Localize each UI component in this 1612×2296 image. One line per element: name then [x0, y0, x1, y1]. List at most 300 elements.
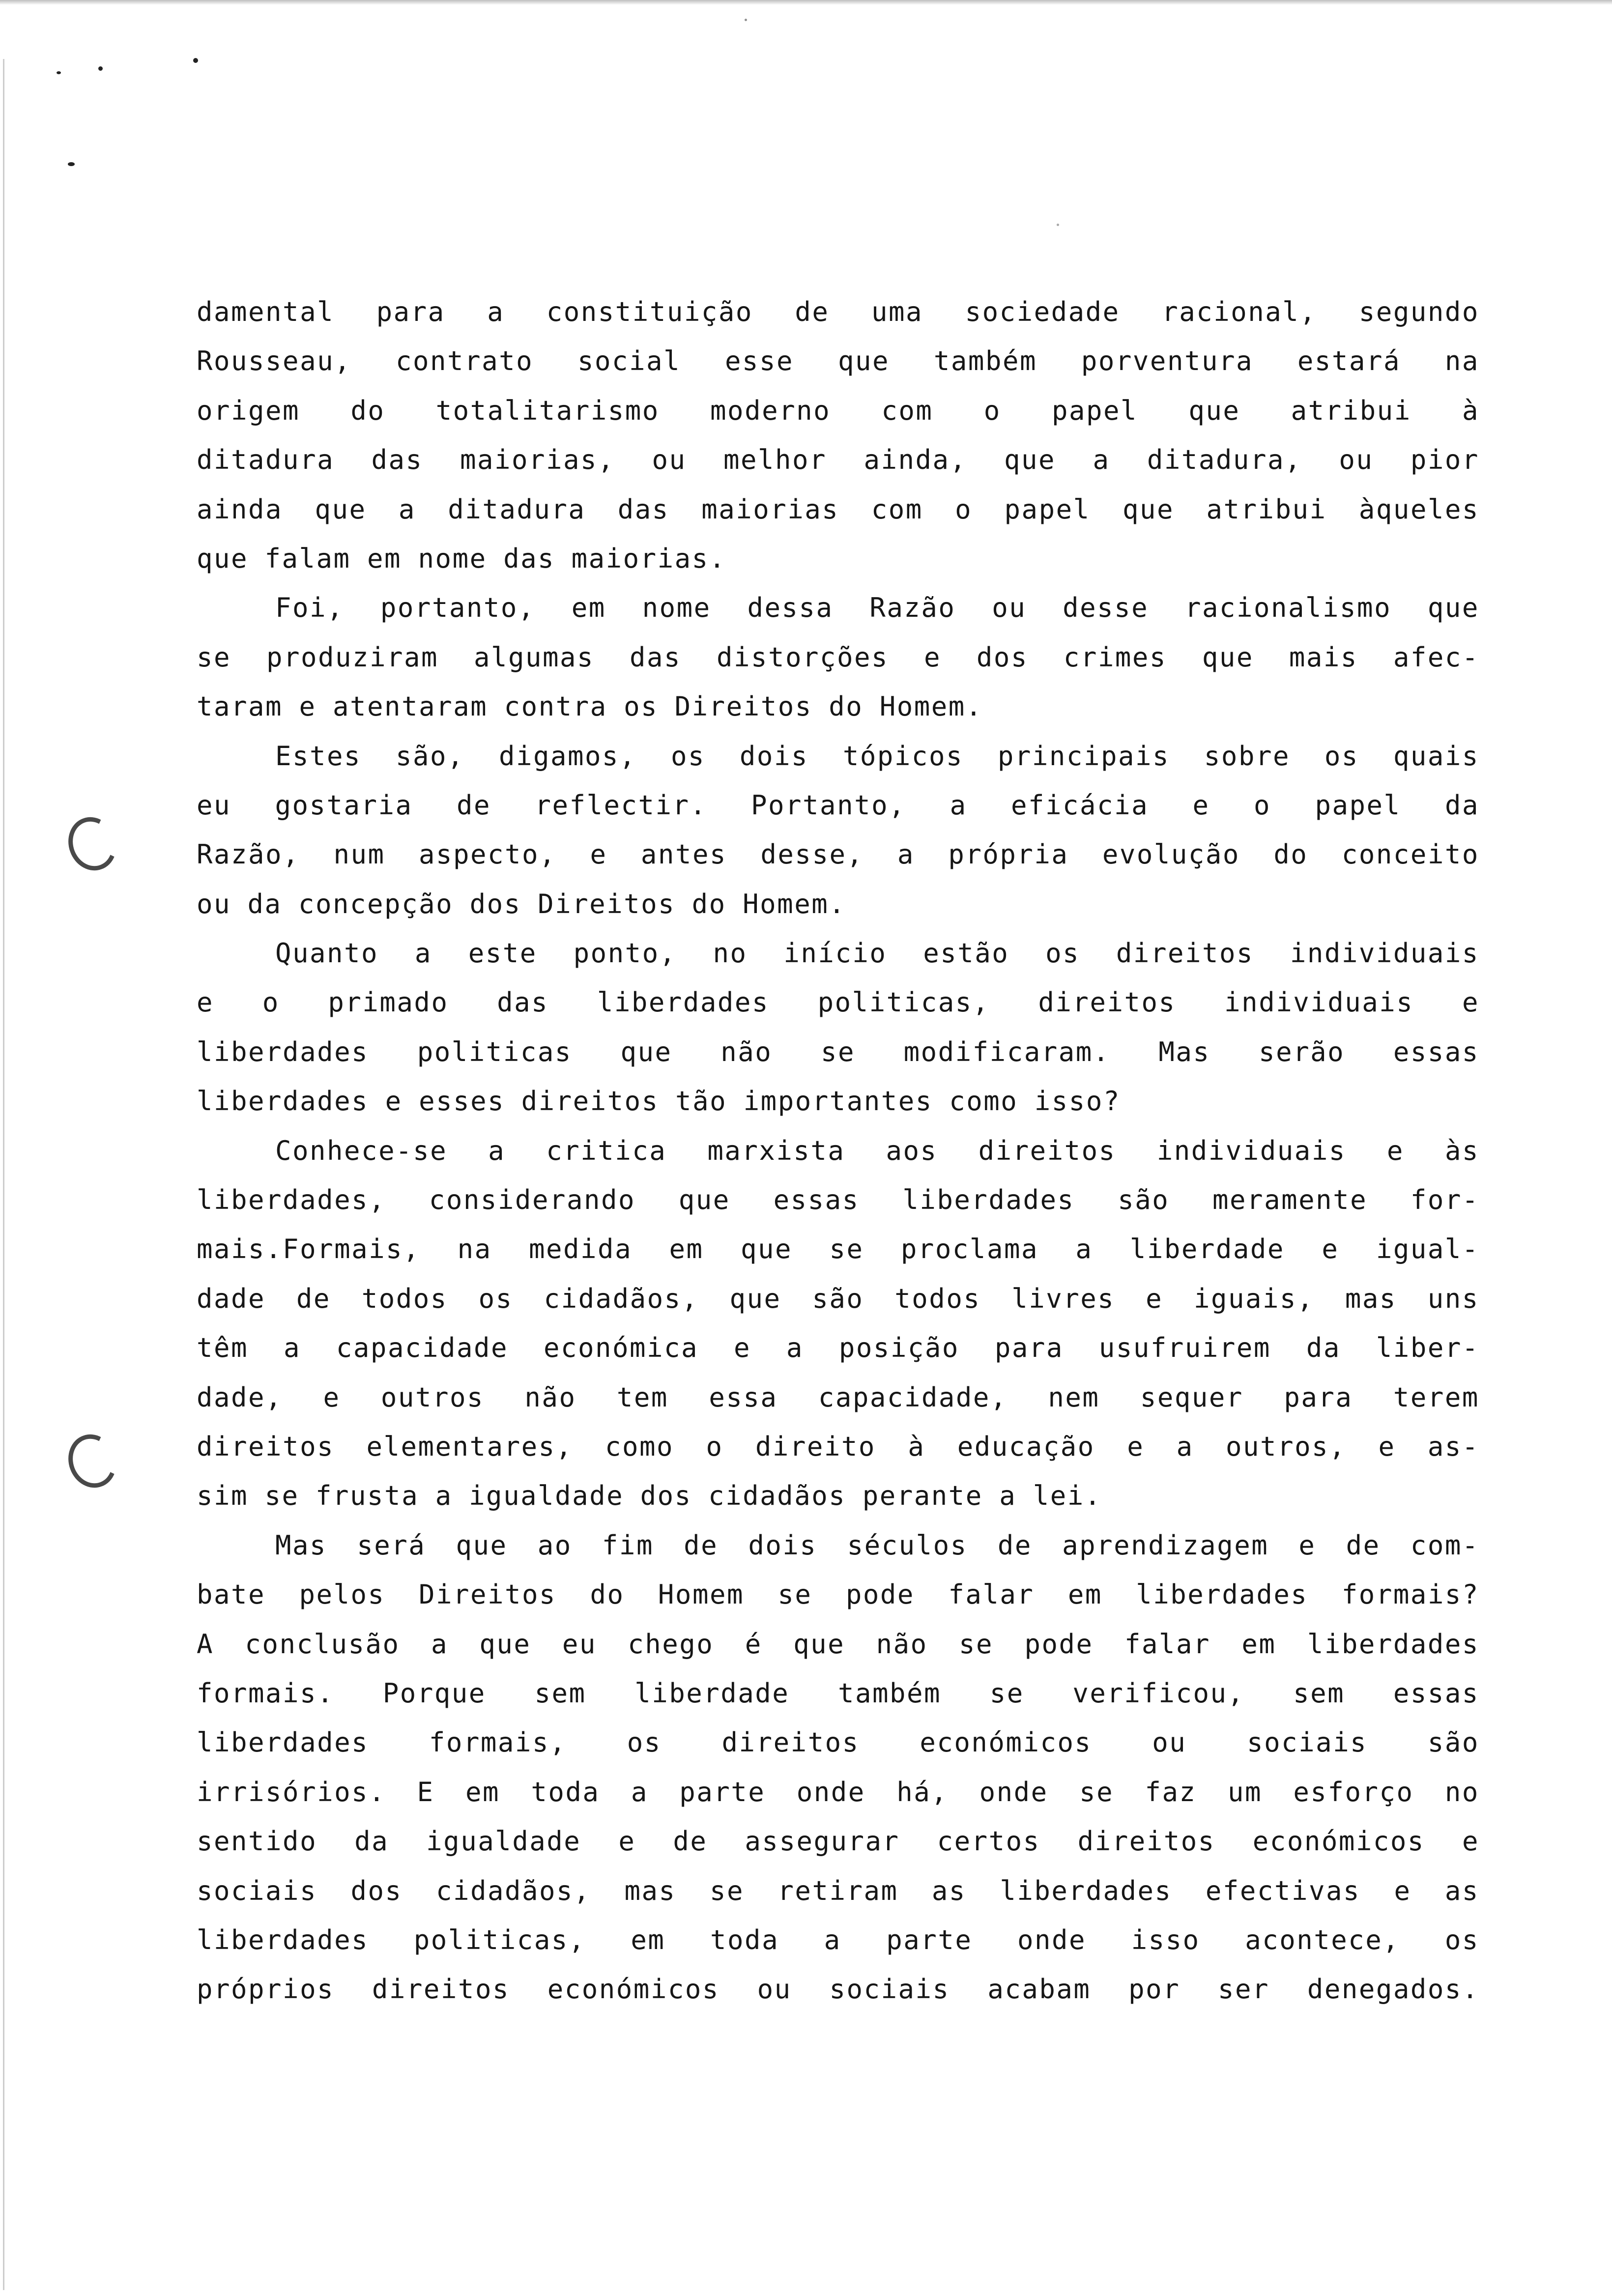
text-word: económicos [1252, 1826, 1425, 1857]
text-line [197, 583, 1479, 632]
text-word: a [1075, 1234, 1093, 1265]
text-word: liberdades, [197, 1184, 386, 1216]
text-word: e [1192, 789, 1210, 821]
text-word: Homem. [879, 691, 983, 722]
text-word: em [367, 543, 402, 574]
text-word: estará [1297, 345, 1401, 377]
text-word: e [618, 1826, 636, 1857]
text-word: faz [1145, 1776, 1197, 1808]
text-word: se [777, 1579, 812, 1610]
text-word: igualdade [426, 1826, 581, 1857]
text-word: papel [1315, 789, 1401, 821]
text-word: Portanto, [751, 789, 906, 821]
text-word: atribui [1291, 395, 1411, 426]
text-line [197, 1225, 1479, 1274]
text-word: perante [862, 1480, 983, 1512]
text-word: formais? [1341, 1579, 1479, 1610]
text-word: liberdades [1136, 1579, 1308, 1610]
text-word: Direitos [674, 691, 812, 722]
text-word: pelos [299, 1579, 385, 1610]
text-word: os [624, 691, 659, 722]
text-word: em [465, 1776, 500, 1808]
text-word: e [1127, 1431, 1145, 1462]
text-word: iguais, [1193, 1283, 1315, 1314]
text-line [197, 534, 1479, 583]
text-word: e [1378, 1431, 1396, 1462]
text-word: parte [886, 1924, 973, 1955]
text-word: acontece, [1245, 1924, 1400, 1955]
text-word: cidadãos, [435, 1875, 591, 1906]
text-word: se [829, 1234, 864, 1265]
text-word: e [1322, 1234, 1339, 1265]
text-word: da [1444, 789, 1479, 821]
text-word: o [955, 493, 973, 525]
text-word: Direitos [418, 1579, 557, 1610]
text-line [197, 978, 1479, 1027]
text-line [197, 1965, 1479, 2014]
text-word: Homem [658, 1579, 744, 1610]
text-word: aos [886, 1135, 938, 1166]
text-word: nome [418, 543, 487, 574]
text-word: livres [1011, 1283, 1115, 1314]
text-line [197, 1323, 1479, 1373]
text-word: da [354, 1826, 389, 1857]
text-word: toda [531, 1776, 600, 1808]
text-word: Estes [275, 740, 362, 772]
text-word: totalitarismo [435, 395, 660, 426]
text-line [197, 386, 1479, 435]
text-word: outros, [1226, 1431, 1347, 1462]
text-word: na [1444, 345, 1479, 377]
text-word: e [1146, 1283, 1163, 1314]
text-word: os [1324, 740, 1359, 772]
scan-speck [1057, 224, 1059, 226]
text-word: no [713, 938, 748, 969]
text-word: também [837, 1677, 942, 1709]
text-word: onde [1017, 1924, 1086, 1955]
text-word: e [733, 1332, 751, 1364]
text-word: toda [710, 1924, 779, 1955]
text-word: for- [1410, 1184, 1479, 1216]
text-word: igual- [1376, 1234, 1479, 1265]
text-word: terem [1393, 1381, 1479, 1413]
text-word: se [264, 1480, 299, 1512]
scan-speck [98, 66, 103, 71]
text-word: mais [1289, 641, 1358, 673]
text-word: num [333, 839, 385, 870]
text-word: mas [624, 1875, 676, 1906]
text-word: a [431, 1628, 448, 1660]
text-word: direitos [978, 1135, 1116, 1166]
text-line [197, 1620, 1479, 1669]
text-word: que [793, 1628, 845, 1660]
text-word: esses [419, 1086, 505, 1117]
text-word: início [783, 938, 887, 969]
text-word: ainda, [864, 444, 967, 476]
text-word: atentaram [333, 691, 488, 722]
text-word: à [1462, 395, 1479, 426]
text-word: a [950, 789, 967, 821]
text-word: com- [1410, 1529, 1479, 1561]
text-word: económicos [547, 1974, 720, 2005]
text-word: a [487, 296, 505, 327]
text-word: Rousseau, [197, 345, 352, 377]
text-word: de [684, 1529, 719, 1561]
text-word: E [417, 1776, 434, 1808]
text-word: todos [361, 1283, 448, 1314]
text-word: quais [1393, 740, 1479, 772]
text-word: e [385, 1086, 403, 1117]
text-word: digamos, [498, 740, 637, 772]
text-word: ditadura [448, 493, 586, 525]
text-word: ou [757, 1974, 792, 2005]
punch-hole-icon [61, 810, 124, 877]
text-word: não [720, 1036, 773, 1067]
text-word: de [296, 1283, 331, 1314]
text-line [197, 1521, 1479, 1570]
text-word: Porque [382, 1677, 486, 1709]
text-word: A [197, 1628, 214, 1660]
text-word: sem [534, 1677, 586, 1709]
text-word: cidadãos [708, 1480, 846, 1512]
text-word: a [897, 839, 915, 870]
text-line [197, 1471, 1479, 1521]
text-word: desse [1063, 592, 1149, 624]
text-word: como [949, 1086, 1018, 1117]
text-word: direitos [372, 1974, 510, 2005]
text-word: económicos [920, 1727, 1092, 1758]
text-line [197, 287, 1479, 337]
text-word: que [1202, 641, 1254, 673]
text-word: evolução [1102, 839, 1240, 870]
text-word: capacidade, [818, 1381, 1008, 1413]
text-word: dois [748, 1529, 817, 1561]
text-word: mais.Formais, [197, 1234, 421, 1265]
text-word: sociais [829, 1974, 950, 2005]
text-word: isso? [1034, 1086, 1121, 1117]
text-word: a [1176, 1431, 1194, 1462]
text-word: direitos [521, 1086, 659, 1117]
text-word: que [1427, 592, 1479, 624]
text-word: Quanto [275, 938, 379, 969]
text-word: denegados. [1307, 1974, 1479, 2005]
text-word: essas [1393, 1036, 1479, 1067]
text-word: meramente [1212, 1184, 1368, 1216]
text-word: se [197, 641, 231, 673]
text-word: à [908, 1431, 925, 1462]
text-word: às [1444, 1135, 1479, 1166]
text-word: dos [469, 888, 521, 919]
text-word: essas [1393, 1677, 1479, 1709]
text-word: mas [1345, 1283, 1397, 1314]
text-word: ser [1218, 1974, 1270, 2005]
text-word: conclusão [245, 1628, 400, 1660]
text-line [197, 682, 1479, 731]
text-word: do [1273, 839, 1308, 870]
text-word: dos [350, 1875, 403, 1906]
text-word: o [262, 987, 280, 1018]
text-line [197, 1274, 1479, 1323]
text-word: aspecto, [418, 839, 557, 870]
text-word: de [457, 789, 491, 821]
text-word: e [1298, 1529, 1316, 1561]
text-word: social [577, 345, 681, 377]
text-word: direitos [1077, 1826, 1215, 1857]
text-word: a [786, 1332, 804, 1364]
text-word: atribui [1206, 493, 1327, 525]
text-word: se [709, 1875, 744, 1906]
text-word: o [1254, 789, 1271, 821]
text-word: dois [739, 740, 808, 772]
text-word: igualdade [469, 1480, 624, 1512]
text-word: ao [537, 1529, 572, 1561]
text-word: Direitos [538, 888, 676, 919]
text-line [197, 781, 1479, 830]
text-word: reflectir. [535, 789, 707, 821]
text-line [197, 880, 1479, 929]
text-word: politicas [417, 1036, 572, 1067]
text-word: têm [197, 1332, 249, 1364]
text-word: de [997, 1529, 1032, 1561]
text-word: contra [504, 691, 607, 722]
text-line [197, 1126, 1479, 1176]
text-word: sim [197, 1480, 249, 1512]
text-word: Razão [869, 592, 956, 624]
text-word: todos [894, 1283, 981, 1314]
text-word: segundo [1358, 296, 1479, 327]
text-word: na [457, 1234, 492, 1265]
text-word: capacidade [336, 1332, 509, 1364]
text-word: serão [1259, 1036, 1345, 1067]
text-word: de [795, 296, 830, 327]
text-line [197, 732, 1479, 781]
text-line [197, 929, 1479, 978]
text-word: um [1227, 1776, 1263, 1808]
text-word: principais [997, 740, 1170, 772]
text-word: da [247, 888, 282, 919]
text-word: se [989, 1677, 1024, 1709]
text-line [197, 1768, 1479, 1817]
text-word: afec- [1393, 641, 1479, 673]
text-word: os [1444, 1924, 1479, 1955]
text-word: também [933, 345, 1037, 377]
text-word: pior [1410, 444, 1479, 476]
text-word: origem [197, 395, 300, 426]
text-line [197, 1817, 1479, 1866]
text-word: modificaram. [903, 1036, 1110, 1067]
text-word: sem [1293, 1677, 1345, 1709]
text-word: individuais [1156, 1135, 1346, 1166]
text-word: tem [616, 1381, 668, 1413]
text-word: que [197, 543, 249, 574]
text-word: elementares, [366, 1431, 573, 1462]
text-word: e [923, 641, 941, 673]
text-word: próprios [197, 1974, 335, 2005]
text-word: se [820, 1036, 855, 1067]
text-word: essas [773, 1184, 860, 1216]
text-word: ou [652, 444, 687, 476]
text-word: uns [1427, 1283, 1479, 1314]
text-word: que [1123, 493, 1175, 525]
text-word: falar [948, 1579, 1035, 1610]
text-word: importantes [743, 1086, 933, 1117]
text-word: àqueles [1358, 493, 1479, 525]
text-word: das [629, 641, 682, 673]
text-word: de [673, 1826, 708, 1857]
text-word: formais. [197, 1677, 335, 1709]
scan-speck [745, 19, 747, 21]
text-word: da [1306, 1332, 1341, 1364]
text-word: para [994, 1332, 1064, 1364]
text-word: parte [679, 1776, 766, 1808]
text-word: as- [1427, 1431, 1479, 1462]
text-word: a [999, 1480, 1017, 1512]
text-word: e [1462, 987, 1479, 1018]
text-word: que [620, 1036, 672, 1067]
text-word: maiorias [701, 493, 839, 525]
text-word: nem [1048, 1381, 1100, 1413]
text-word: individuais [1290, 938, 1479, 969]
text-word: e [323, 1381, 341, 1413]
text-word: maiorias. [571, 543, 726, 574]
text-word: eu [197, 789, 231, 821]
text-word: liber- [1376, 1332, 1479, 1364]
text-word: liberdades [597, 987, 769, 1018]
text-line [197, 1373, 1479, 1422]
text-word: das [371, 444, 423, 476]
text-word: por [1128, 1974, 1180, 2005]
text-word: ou [992, 592, 1027, 624]
text-word: melhor [723, 444, 827, 476]
text-word: em [1241, 1628, 1276, 1660]
text-word: antes [640, 839, 727, 870]
text-word: estão [923, 938, 1009, 969]
text-word: falar [1124, 1628, 1210, 1660]
text-word: isso [1131, 1924, 1200, 1955]
text-word: falam [264, 543, 351, 574]
text-word: não [876, 1628, 928, 1660]
text-word: este [468, 938, 537, 969]
text-word: liberdades [197, 1036, 369, 1067]
text-word: para [376, 296, 445, 327]
text-word: a [398, 493, 416, 525]
text-word: maiorias, [460, 444, 615, 476]
text-word: nome [642, 592, 711, 624]
text-word: não [524, 1381, 576, 1413]
text-word: considerando [429, 1184, 636, 1216]
text-word: e [299, 691, 317, 722]
text-word: formais, [429, 1727, 567, 1758]
text-word: cidadãos, [544, 1283, 699, 1314]
text-word: eu [562, 1628, 597, 1660]
text-word: as [931, 1875, 966, 1906]
text-word: a [283, 1332, 301, 1364]
text-word: constituição [546, 296, 753, 327]
text-word: será [357, 1529, 426, 1561]
text-word: que [315, 493, 367, 525]
text-word: é [745, 1628, 762, 1660]
text-word: liberdades [197, 1086, 369, 1117]
text-word: certos [937, 1826, 1040, 1857]
text-word: sociais [197, 1875, 317, 1906]
text-word: a [414, 938, 432, 969]
text-word: ponto, [573, 938, 677, 969]
text-word: Mas [275, 1529, 327, 1561]
text-word: a [435, 1480, 453, 1512]
text-word: das [497, 987, 549, 1018]
text-line [197, 1866, 1479, 1916]
text-word: acabam [987, 1974, 1091, 2005]
text-word: ditadura, [1147, 444, 1302, 476]
text-line [197, 1176, 1479, 1225]
text-word: em [571, 592, 606, 624]
text-word: irrisórios. [197, 1776, 386, 1808]
text-word: o [706, 1431, 723, 1462]
text-word: politicas, [817, 987, 990, 1018]
text-word: que [479, 1628, 531, 1660]
text-word: direitos [1038, 987, 1176, 1018]
text-word: e [1394, 1875, 1411, 1906]
text-word: onde [979, 1776, 1048, 1808]
text-word: em [1067, 1579, 1102, 1610]
text-word: como [605, 1431, 674, 1462]
text-word: marxista [707, 1135, 845, 1166]
text-word: do [590, 1579, 625, 1610]
text-word: outros [380, 1381, 484, 1413]
text-word: os [1045, 938, 1080, 969]
text-word: fim [602, 1529, 654, 1561]
text-word: em [631, 1924, 665, 1955]
text-word: que [1188, 395, 1240, 426]
scan-speck [193, 58, 198, 63]
text-word: dade, [197, 1381, 283, 1413]
text-word: gostaria [275, 789, 413, 821]
text-word: para [1284, 1381, 1353, 1413]
text-word: séculos [847, 1529, 968, 1561]
text-word: se [1079, 1776, 1114, 1808]
text-line [197, 1570, 1479, 1619]
text-word: são [812, 1283, 864, 1314]
text-line [197, 337, 1479, 386]
text-word: no [1444, 1776, 1479, 1808]
text-word: liberdades [902, 1184, 1075, 1216]
text-word: e [1386, 1135, 1404, 1166]
scan-left-edge [3, 59, 4, 2290]
text-word: porventura [1081, 345, 1253, 377]
text-word: dos [976, 641, 1028, 673]
text-word: a [824, 1924, 841, 1955]
text-word: verificou, [1072, 1677, 1245, 1709]
text-word: Conhece-se [275, 1135, 448, 1166]
text-word: Homem. [743, 888, 846, 919]
text-word: as [1444, 1875, 1479, 1906]
text-word: bate [197, 1579, 266, 1610]
text-word: ou [197, 888, 231, 919]
text-word: efectivas [1205, 1875, 1361, 1906]
text-line [197, 1916, 1479, 1965]
text-word: aprendizagem [1062, 1529, 1269, 1561]
text-line [197, 1718, 1479, 1767]
punch-hole-icon [61, 1428, 124, 1494]
text-word: onde [796, 1776, 865, 1808]
text-word: e [1462, 1826, 1479, 1857]
text-word: que [1004, 444, 1056, 476]
text-word: se [959, 1628, 994, 1660]
text-word: frusta [316, 1480, 419, 1512]
text-word: são, [395, 740, 465, 772]
text-word: ainda [197, 493, 283, 525]
text-word: assegurar [745, 1826, 900, 1857]
